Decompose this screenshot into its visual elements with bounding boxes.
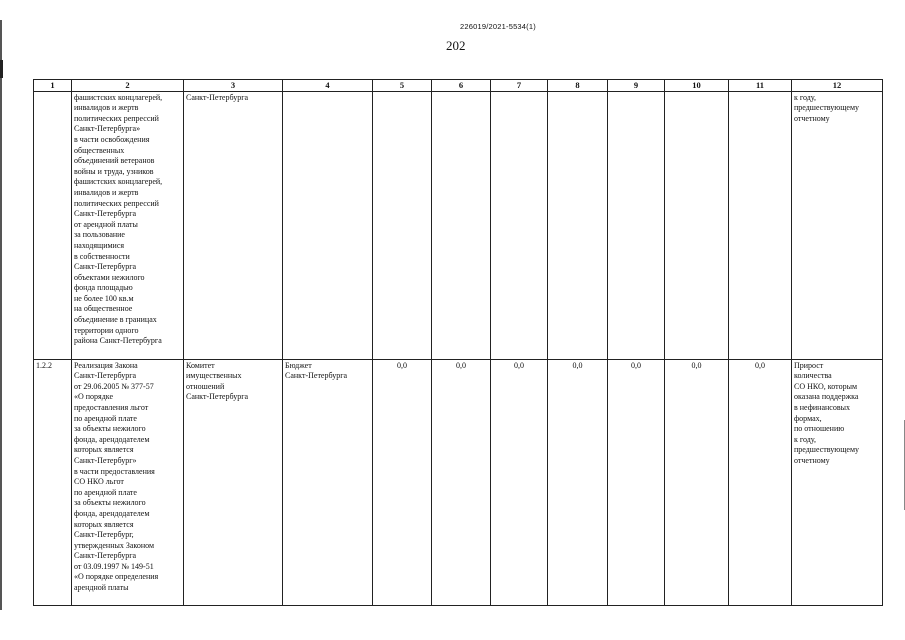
column-header: 10	[665, 80, 729, 92]
table-header-row	[34, 80, 883, 92]
row-number-cell	[34, 91, 72, 359]
measure-name-cell: Реализация Закона Санкт-Петербурга от 29.06.2005 № 377-57 «О порядке предоставления льгот по арендной плате за объекты нежилого фонда, арендодателем которых является Санкт-Петербург» в части предоставления СО НКО льгот по арендной плате за объекты нежилого фонда, арендодателем которых является Санкт-Петербург, утвержденных Законом Санкт-Петербурга от 03.09.1997 № 149-51 «О порядке определения арендной платы	[72, 359, 184, 605]
value-cell: 0,0	[548, 359, 608, 605]
table-row	[34, 359, 883, 605]
measure-name-cell: фашистских концлагерей, инвалидов и жертв политических репрессий Санкт-Петербурга» в части освобождения общественных объединений ветеранов войны и труда, узников фашистских концлагерей, инвалидов и жертв политических репрессий Санкт-Петербурга от арендной платы за пользование находящимися в собственности Санкт-Петербурга объектами нежилого фонда площадью не более 100 кв.м на общественное объединение в границах территории одного района Санкт-Петербурга	[72, 91, 184, 359]
value-cell	[548, 91, 608, 359]
column-header: 9	[608, 80, 665, 92]
column-header: 6	[432, 80, 491, 92]
value-cell: 0,0	[373, 359, 432, 605]
scan-edge-mark	[0, 60, 3, 78]
column-header: 12	[792, 80, 883, 92]
column-header: 3	[184, 80, 283, 92]
value-cell: 0,0	[608, 359, 665, 605]
value-cell: 0,0	[491, 359, 548, 605]
source-cell	[283, 91, 373, 359]
column-header: 5	[373, 80, 432, 92]
value-cell	[608, 91, 665, 359]
result-cell: к году, предшествующему отчетному	[792, 91, 883, 359]
value-cell	[432, 91, 491, 359]
value-cell: 0,0	[729, 359, 792, 605]
result-cell: Прирост количества СО НКО, которым оказана поддержка в нефинансовых формах, по отношению к году, предшествующему отчетному	[792, 359, 883, 605]
column-header: 2	[72, 80, 184, 92]
executor-cell: Санкт-Петербурга	[184, 91, 283, 359]
value-cell	[729, 91, 792, 359]
row-number-cell: 1.2.2	[34, 359, 72, 605]
value-cell	[665, 91, 729, 359]
page-number: 202	[446, 38, 466, 53]
source-cell: Бюджет Санкт-Петербурга	[283, 359, 373, 605]
column-header: 4	[283, 80, 373, 92]
column-header: 11	[729, 80, 792, 92]
scan-edge-left	[0, 20, 2, 610]
document-id: 226019/2021-5534(1)	[460, 22, 536, 31]
table-row	[34, 91, 883, 359]
value-cell	[373, 91, 432, 359]
column-header: 1	[34, 80, 72, 92]
column-header: 8	[548, 80, 608, 92]
data-table	[33, 79, 883, 606]
executor-cell: Комитет имущественных отношений Санкт-Петербурга	[184, 359, 283, 605]
value-cell: 0,0	[665, 359, 729, 605]
value-cell	[491, 91, 548, 359]
value-cell: 0,0	[432, 359, 491, 605]
column-header: 7	[491, 80, 548, 92]
